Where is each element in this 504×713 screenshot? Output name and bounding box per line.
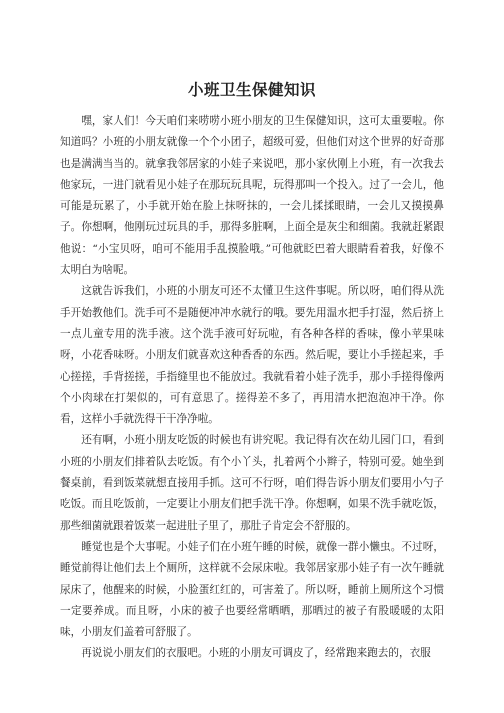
paragraph-3: 还有啊，小班小朋友吃饭的时候也有讲究呢。我记得有次在幼儿园门口，看到小班的小朋友们排着队去吃饭。有个小丫头，扎着两个小辫子，特别可爱。她坐到餐桌前，看到饭菜就想直接用手抓。这可不行呀，咱们得告诉小朋友们要用小勺子吃饭。而且吃饭前，一定要让小朋友们把手洗干净。你想啊，如果不洗手就吃饭，那些细菌就跟着饭菜一起进肚子里了，那肚子肯定会不舒服的。: [60, 434, 444, 532]
paragraph-5: 再说说小朋友们的衣服吧。小班的小朋友可调皮了，经常跑来跑去的，衣服: [81, 647, 431, 660]
page-title: 小班卫生保健知识: [187, 81, 316, 99]
paragraph-4: 睡觉也是个大事呢。小娃子们在小班午睡的时候，就像一群小懒虫。不过呀，睡觉前得让他们去上个厕所，这样就不会尿床啦。我邻居家那小娃子有一次午睡就尿床了，他醒来的时候，小脸蛋红红的，可害羞了。所以呀，睡前上厕所这个习惯一定要养成。而且呀，小床的被子也要经常晒晒，那晒过的被子有股暖暖的太阳味，小朋友们盖着可舒服了。: [60, 540, 444, 639]
paragraph-1: 嘿，家人们！今天咱们来唠唠小班小朋友的卫生保健知识，这可太重要啦。你知道吗？小班的小朋友就像一个个小团子，超级可爱，但他们对这个世界的好奇那也是满满当当的。就拿我邻居家的小娃子来说吧，那小家伙刚上小班，有一次我去他家玩，一进门就看见小娃子在那玩玩具呢，玩得那叫一个投入。过了一会儿，他可能是玩累了，小手就开始在脸上抹呀抹的，一会儿揉揉眼睛，一会儿又摸摸鼻子。你想啊，他刚玩过玩具的手，那得多脏啊，上面全是灰尘和细菌。我就赶紧跟他说：“小宝贝呀，咱可不能用手乱摸脸哦。”可他就眨巴着大眼睛看着我，好像不太明白为啥呢。: [60, 115, 444, 277]
paragraph-2: 这就告诉我们，小班的小朋友可还不太懂卫生这件事呢。所以呀，咱们得从洗手开始教他们。洗手可不是随便冲冲水就行的哦。要先用温水把手打湿，然后挤上一点儿童专用的洗手液。这个洗手液可好玩啦，有各种各样的香味，像小苹果味呀，小花香味呀。小朋友们就喜欢这种香香的东西。然后呢，要让小手搓起来，手心搓搓，手背搓搓，手指缝里也不能放过。我就看着小娃子洗手，那小手搓得像两个小肉球在打架似的，可有意思了。搓得差不多了，再用清水把泡泡冲干净。你看，这样小手就洗得干干净净啦。: [60, 285, 444, 426]
